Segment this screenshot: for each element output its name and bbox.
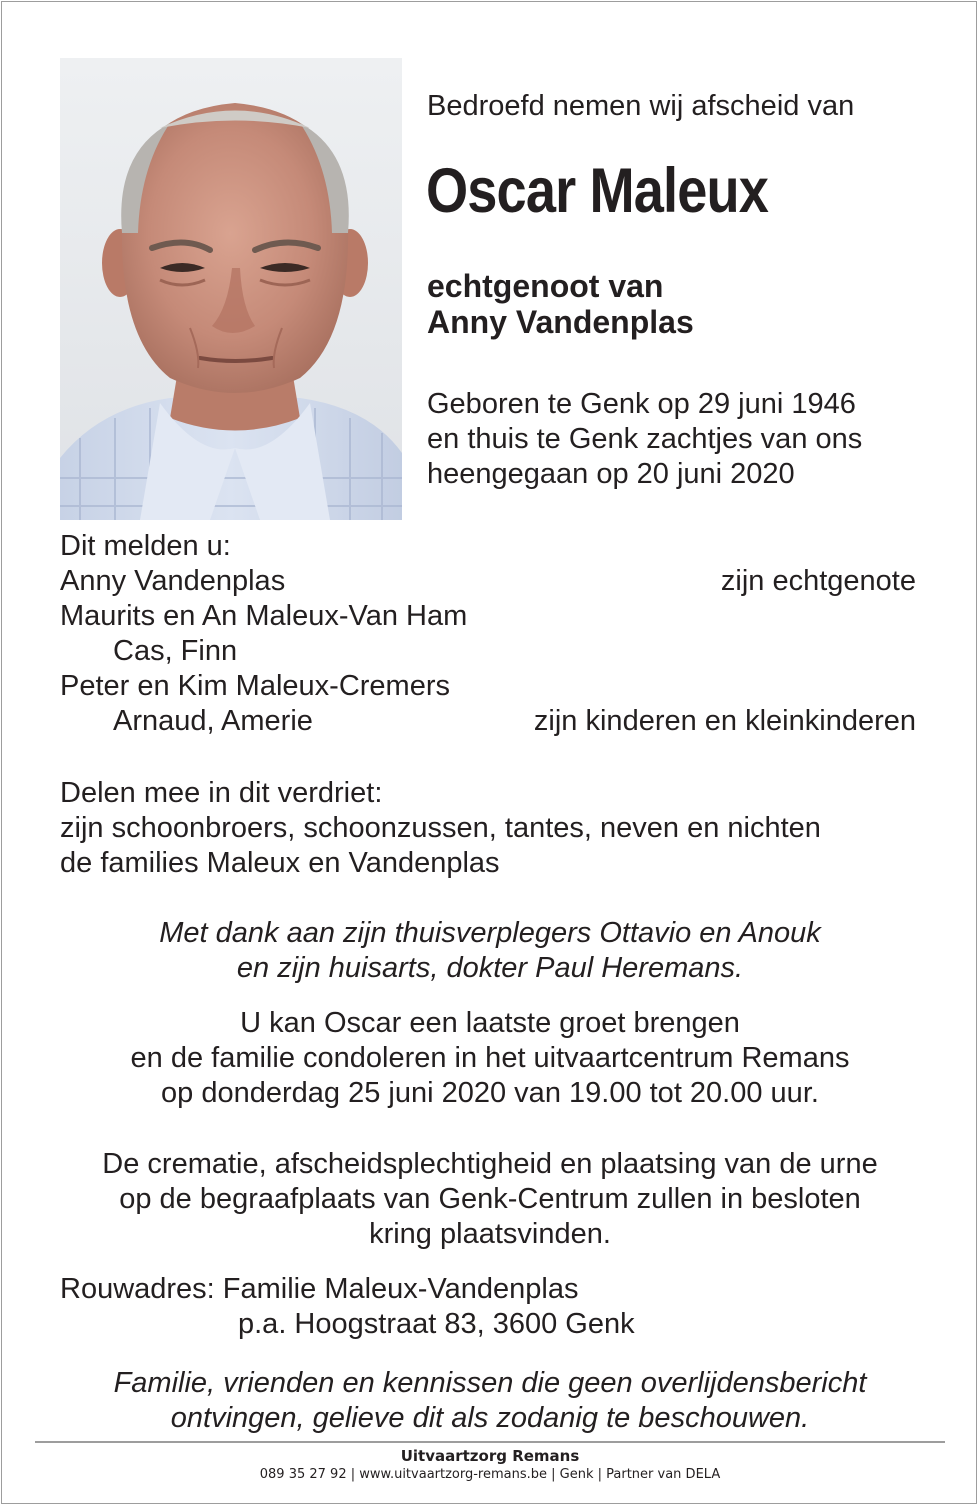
thanks-block bbox=[40, 916, 940, 986]
visitation-block bbox=[40, 1006, 940, 1111]
spouse-name: Anny Vandenplas bbox=[427, 304, 694, 340]
portrait-photo bbox=[60, 58, 402, 520]
cremation-block bbox=[40, 1147, 940, 1252]
family-grandchildren-2: Arnaud, Amerie bbox=[113, 705, 313, 737]
grief-families: de families Maleux en Vandenplas bbox=[60, 847, 500, 879]
mourning-address: p.a. Hoogstraat 83, 3600 Genk bbox=[238, 1308, 635, 1340]
visitation-line: op donderdag 25 juni 2020 van 19.00 tot 20.00 uur. bbox=[161, 1077, 819, 1109]
cremation-line: op de begraafplaats van Genk-Centrum zullen in besloten bbox=[119, 1183, 861, 1215]
family-heading: Dit melden u: bbox=[60, 530, 231, 562]
family-child-1: Maurits en An Maleux-Van Ham bbox=[60, 600, 468, 632]
closing-block bbox=[40, 1366, 940, 1436]
family-child-2: Peter en Kim Maleux-Cremers bbox=[60, 670, 450, 702]
deceased-name: Oscar Maleux bbox=[426, 156, 769, 226]
closing-line: Familie, vrienden en kennissen die geen overlijdensbericht bbox=[113, 1367, 867, 1399]
death-line: en thuis te Genk zachtjes van ons bbox=[427, 423, 863, 455]
funeral-home-name: Uitvaartzorg Remans bbox=[400, 1447, 580, 1465]
spouse-label: echtgenoot van bbox=[427, 268, 664, 304]
spouse-block bbox=[427, 268, 694, 340]
closing-line: ontvingen, gelieve dit als zodanig te beschouwen. bbox=[170, 1402, 810, 1434]
thanks-line: Met dank aan zijn thuisverplegers Ottavio en Anouk bbox=[159, 917, 821, 949]
cremation-line: De crematie, afscheidsplechtigheid en plaatsing van de urne bbox=[102, 1148, 878, 1180]
grief-relatives: zijn schoonbroers, schoonzussen, tantes, neven en nichten bbox=[60, 812, 821, 844]
family-spouse-role: zijn echtgenote bbox=[720, 565, 916, 597]
family-children-role: zijn kinderen en kleinkinderen bbox=[533, 705, 916, 737]
thanks-line: en zijn huisarts, dokter Paul Heremans. bbox=[236, 952, 744, 984]
footer-divider bbox=[35, 1441, 945, 1443]
mourning-address-label: Rouwadres: Familie Maleux-Vandenplas bbox=[60, 1273, 579, 1305]
visitation-line: U kan Oscar een laatste groet brengen bbox=[240, 1007, 740, 1039]
birth-line: Geboren te Genk op 29 juni 1946 bbox=[427, 388, 856, 420]
cremation-line: kring plaatsvinden. bbox=[369, 1218, 611, 1250]
birth-death-info bbox=[427, 387, 862, 492]
intro-text: Bedroefd nemen wij afscheid van bbox=[427, 90, 855, 122]
funeral-home-contact: 089 35 27 92 | www.uitvaartzorg-remans.be | Genk | Partner van DELA bbox=[259, 1467, 721, 1482]
visitation-line: en de familie condoleren in het uitvaartcentrum Remans bbox=[130, 1042, 850, 1074]
grief-heading: Delen mee in dit verdriet: bbox=[60, 777, 383, 809]
death-date-line: heengegaan op 20 juni 2020 bbox=[427, 458, 795, 490]
family-spouse-name: Anny Vandenplas bbox=[60, 565, 286, 597]
family-grandchildren-1: Cas, Finn bbox=[113, 635, 238, 667]
